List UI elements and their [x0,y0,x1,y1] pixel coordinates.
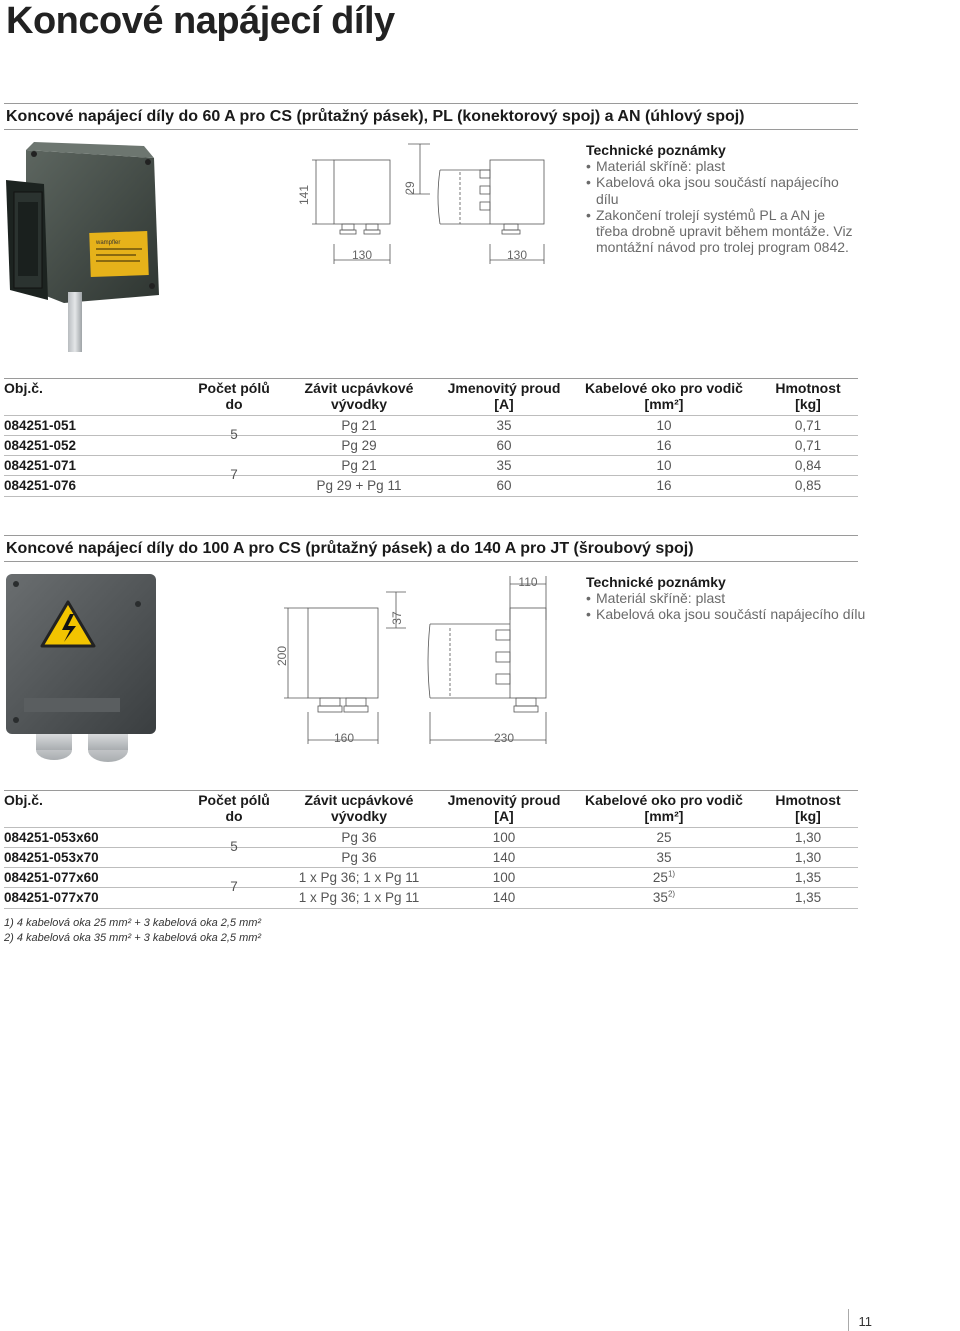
dim-width-b-label: 230 [493,731,515,745]
col-header-lug: Kabelové oko pro vodič [mm²] [585,792,743,824]
table-row [4,847,858,868]
table-row [4,827,858,848]
product-table-1 [4,378,858,496]
product-table-2 [4,790,858,910]
tech-note: • Kabelová oka jsou součástí napájecího dílu [586,606,866,622]
cell-thread: Pg 29 [341,438,377,453]
cell-current: 35 [496,458,512,473]
dim-height-label: 141 [297,184,311,206]
table-row [4,415,858,436]
table-row [4,455,858,476]
col-header-code: Obj.č. [4,792,43,808]
brand-label: wampfler [96,240,121,246]
cell-current: 60 [496,478,512,493]
col-header-weight: Hmotnost [kg] [775,380,841,412]
section-divider [4,103,858,104]
dimension-drawing-2 [270,572,570,748]
cell-lug: 25 [656,830,672,845]
dim-gap-label: 37 [390,611,404,625]
dim-top-label: 110 [518,575,538,589]
cell-lug: 35 [656,850,672,865]
dim-gap-label: 29 [403,181,417,195]
section-divider [4,129,858,130]
table-top-rule [4,378,858,379]
tech-notes-title: Technické poznámky [586,142,726,158]
footnote: 2) 4 kabelová oka 35 mm² + 3 kabelová oka 2,5 mm² [4,932,262,944]
product-label [89,231,149,277]
table-row [4,475,858,497]
cell-poles: 5 [230,427,238,442]
cell-poles: 7 [230,467,238,482]
cell-lug: 35$^{2)}$ [652,889,676,905]
col-header-poles: Počet pólů do [198,792,270,824]
tech-note: • Kabelová oka jsou součástí napájecího dílu [586,174,856,207]
cell-weight: 1,30 [794,830,822,845]
col-header-current: Jmenovitý proud [A] [447,380,561,412]
cell-thread: 1 x Pg 36; 1 x Pg 11 [298,870,420,885]
cell-code: 084251-051 [4,418,77,433]
cell-code: 084251-077x60 [4,870,99,885]
col-header-lug: Kabelové oko pro vodič [mm²] [585,380,743,412]
tech-notes-list [586,158,856,256]
cell-code: 084251-053x60 [4,830,99,845]
tech-notes-title: Technické poznámky [586,574,726,590]
cell-weight: 1,35 [794,890,822,905]
cell-code: 084251-071 [4,458,77,473]
cell-thread: Pg 36 [341,830,377,845]
table-row [4,435,858,456]
cell-code: 084251-076 [4,478,77,493]
table-top-rule [4,790,858,791]
cell-lug: 16 [656,438,672,453]
section-divider [4,535,858,536]
cell-current: 140 [492,890,516,905]
section-divider [4,561,858,562]
cell-thread: Pg 29 + Pg 11 [316,478,402,493]
cell-thread: Pg 36 [341,850,377,865]
cell-current: 35 [496,418,512,433]
tech-note: • Materiál skříně: plast [586,158,856,174]
page-number: 11 [858,1314,872,1329]
cell-poles: 7 [230,879,238,894]
cell-weight: 0,71 [794,418,822,433]
cell-current: 100 [492,830,516,845]
cell-current: 60 [496,438,512,453]
dim-height-label: 200 [275,645,289,667]
col-header-weight: Hmotnost [kg] [775,792,841,824]
cell-code: 084251-077x70 [4,890,99,905]
cell-weight: 0,85 [794,478,822,493]
footnote: 1) 4 kabelová oka 25 mm² + 3 kabelová oka 2,5 mm² [4,917,262,929]
cell-current: 100 [492,870,516,885]
cell-lug: 10 [656,458,672,473]
tech-note: • Zakončení trolejí systémů PL a AN je třeba drobně upravit během montáže. Viz montážní návod pro trolej program 0842. [586,207,856,256]
table-row [4,887,858,909]
cell-weight: 1,35 [794,870,822,885]
cell-weight: 0,84 [794,458,822,473]
col-header-thread: Závit ucpávkové vývodky [304,792,414,824]
dim-width-a-label: 130 [351,248,373,262]
cell-weight: 0,71 [794,438,822,453]
section-1-title: Koncové napájecí díly do 60 A pro CS (průtažný pásek), PL (konektorový spoj) a AN (úhlový spoj) [6,108,745,125]
cell-lug: 10 [656,418,672,433]
col-header-code: Obj.č. [4,380,43,396]
col-header-poles: Počet pólů do [198,380,270,412]
table-row [4,867,858,888]
cell-poles: 5 [230,839,238,854]
tech-notes-list [586,590,866,623]
product-photo-small-feeder [4,140,164,358]
dim-width-b-label: 130 [506,248,528,262]
cell-thread: 1 x Pg 36; 1 x Pg 11 [298,890,420,905]
cell-weight: 1,30 [794,850,822,865]
page-number-divider [848,1309,849,1331]
product-photo-large-feeder [4,572,162,772]
cell-thread: Pg 21 [341,458,377,473]
cell-thread: Pg 21 [341,418,377,433]
cell-code: 084251-053x70 [4,850,99,865]
dim-width-a-label: 160 [333,731,355,745]
cell-current: 140 [492,850,516,865]
cell-lug: 25$^{1)}$ [652,869,676,885]
page-title: Koncové napájecí díly [6,0,395,42]
col-header-current: Jmenovitý proud [A] [447,792,561,824]
cell-lug: 16 [656,478,672,493]
tech-note: • Materiál skříně: plast [586,590,866,606]
section-2-title: Koncové napájecí díly do 100 A pro CS (průtažný pásek) a do 140 A pro JT (šroubový spoj) [6,540,694,557]
dimension-drawing-1 [290,140,560,268]
col-header-thread: Závit ucpávkové vývodky [304,380,414,412]
cell-code: 084251-052 [4,438,77,453]
